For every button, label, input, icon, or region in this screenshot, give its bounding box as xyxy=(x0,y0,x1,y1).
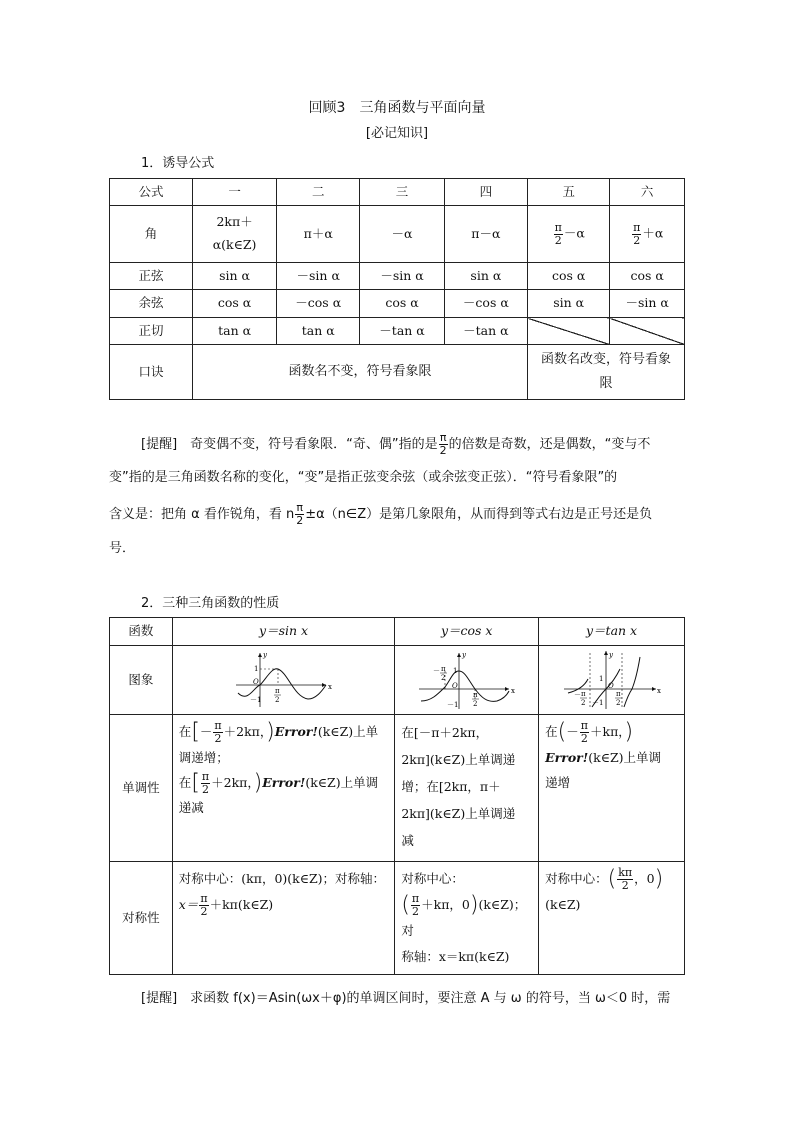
sin-curve xyxy=(238,669,326,699)
fraction-numerator: π xyxy=(201,770,210,783)
tick-one: 1 xyxy=(598,675,604,683)
tip1-line1 xyxy=(109,432,687,458)
table-cell: tan α xyxy=(277,318,360,345)
x-axis-arrow xyxy=(505,687,509,691)
cell-line: 在[－π＋2kπ， xyxy=(401,725,489,740)
row-label: 角 xyxy=(110,206,193,263)
fraction-denominator: 2 xyxy=(439,444,447,457)
table-cell: －tan α xyxy=(444,318,527,345)
tan-graph-cell xyxy=(539,646,685,715)
table-cell: π－α xyxy=(444,206,527,263)
cell-line xyxy=(179,770,389,796)
cell-text: (k∈Z)；对 xyxy=(401,897,527,938)
table-cell: sin α xyxy=(444,263,527,290)
sin-symmetry-cell xyxy=(172,862,395,975)
cell-text: x＝ xyxy=(178,897,199,912)
fraction-denominator: 2 xyxy=(580,732,588,745)
table-cell: cos α xyxy=(193,290,277,318)
header-cell: 一 xyxy=(193,179,277,206)
tip1-line2: 变”指的是三角函数名称的变化，“变”是指正弦变余弦（或余弦变正弦）．“符号看象限”的 xyxy=(109,470,618,485)
tan-graph xyxy=(562,649,662,711)
row-label: 图象 xyxy=(110,646,173,715)
cos-curve xyxy=(421,671,509,701)
table-row-rhyme xyxy=(110,345,685,400)
y-axis-arrow xyxy=(258,653,262,657)
cell-text: － xyxy=(566,724,579,739)
row-label: 正弦 xyxy=(110,263,193,290)
table-header-row xyxy=(110,618,685,646)
empty-diagonal-cell xyxy=(610,318,685,345)
table-cell: π＋α xyxy=(277,206,360,263)
fraction-numerator: π xyxy=(296,501,304,515)
table-row-cos xyxy=(110,290,685,318)
fraction-numerator: π xyxy=(411,892,420,906)
header-cell: y＝cos x xyxy=(395,618,539,646)
origin-label: O xyxy=(451,682,458,690)
fraction-numerator: π xyxy=(580,719,588,733)
tip2-line xyxy=(109,986,687,1012)
bracket: ) xyxy=(469,892,479,918)
row-label: 正切 xyxy=(110,318,193,345)
tick-two: 2 xyxy=(580,699,586,707)
cell-line: 对称中心：(kπ，0)(k∈Z)；对称轴： xyxy=(178,871,386,886)
cell-line: 递减 xyxy=(178,800,204,816)
table-cell: －α xyxy=(360,206,444,263)
header-cell: 三 xyxy=(360,179,444,206)
tick-neg-one: －1 xyxy=(446,701,459,709)
header-cell: 二 xyxy=(277,179,360,206)
cell-text: (k∈Z)上单调 xyxy=(588,749,662,765)
tip-text: 含义是：把角 α 看作锐角，看 n xyxy=(109,507,295,522)
tip1-line3 xyxy=(109,502,687,528)
table-row-sin xyxy=(110,263,685,290)
table-cell xyxy=(528,206,610,263)
fraction-denominator: 2 xyxy=(200,905,208,918)
fraction-numerator: π xyxy=(439,431,447,445)
row-label: 单调性 xyxy=(110,715,173,862)
fraction-numerator: π xyxy=(554,220,562,234)
tick-pi: π xyxy=(472,691,478,699)
tip-text: 的倍数是奇数，还是偶数，“变与不 xyxy=(448,437,651,452)
tan-symmetry-cell xyxy=(539,862,685,975)
cell-text: 在 xyxy=(545,724,558,739)
table-cell: －sin α xyxy=(360,263,444,290)
header-cell: y＝tan x xyxy=(539,618,685,646)
sin-graph xyxy=(234,649,334,711)
fraction xyxy=(554,222,563,246)
table-row-monotonicity xyxy=(110,715,685,862)
header-cell: y＝sin x xyxy=(172,618,395,646)
cell-line: 2kπ](k∈Z)上单调递 xyxy=(401,806,516,821)
cell-text: 对称中心： xyxy=(545,871,608,886)
y-label: y xyxy=(608,651,613,659)
cell-line xyxy=(179,719,389,745)
fraction-numerator: π xyxy=(214,719,222,733)
cell-text: ＋kπ(k∈Z) xyxy=(209,897,274,912)
table-cell xyxy=(610,206,685,263)
tip-tag: [提醒] xyxy=(141,437,178,452)
induction-formula-table xyxy=(109,178,685,400)
table-row-angle xyxy=(110,206,685,263)
row-label: 对称性 xyxy=(110,862,173,975)
x-label: x xyxy=(656,687,661,695)
fraction xyxy=(213,720,222,744)
fraction xyxy=(439,432,448,456)
tick-pi: π xyxy=(440,665,446,673)
sin-graph-cell xyxy=(172,646,395,715)
rhyme-left: 函数名不变，符号看象限 xyxy=(193,345,528,400)
bracket: ) xyxy=(654,866,664,892)
fraction-denominator: 2 xyxy=(554,233,562,247)
table-cell: tan α xyxy=(193,318,277,345)
header-cell: 函数 xyxy=(110,618,173,646)
table-row-tan xyxy=(110,318,685,345)
cell-line: 称轴：x＝kπ(k∈Z) xyxy=(401,949,510,964)
tick-two: 2 xyxy=(615,699,621,707)
cell-line xyxy=(401,892,532,944)
tip-text: 奇变偶不变，符号看象限．“奇、偶”指的是 xyxy=(177,437,438,452)
cos-graph xyxy=(417,649,517,711)
tan-monotonicity-cell xyxy=(539,715,685,862)
table-cell: －sin α xyxy=(277,263,360,290)
bracket: ) xyxy=(266,719,275,745)
cell-line: 对称中心： xyxy=(401,871,464,886)
empty-diagonal-cell xyxy=(528,318,610,345)
row-label: 余弦 xyxy=(110,290,193,318)
fraction-denominator: 2 xyxy=(633,233,641,247)
table-header-row xyxy=(110,179,685,206)
fraction-denominator: 2 xyxy=(296,514,304,527)
origin-label: O xyxy=(607,682,614,690)
cell-line xyxy=(545,745,678,770)
cell-text: －α xyxy=(563,225,585,241)
cell-line xyxy=(545,866,678,892)
x-label: x xyxy=(510,687,515,695)
fraction-numerator: π xyxy=(200,892,208,906)
rhyme-right: 函数名改变，符号看象限 xyxy=(528,345,685,400)
table-cell: sin α xyxy=(528,290,610,318)
bracket: [ xyxy=(191,770,200,796)
origin-label: O xyxy=(252,678,259,686)
cell-line: 调递增； xyxy=(178,749,229,765)
table-cell: －cos α xyxy=(444,290,527,318)
tick-neg-one: －1 xyxy=(591,699,604,707)
bracket: ( xyxy=(401,892,410,918)
x-axis-arrow xyxy=(652,687,656,691)
table-cell: cos α xyxy=(360,290,444,318)
tip1-line4: 号． xyxy=(109,541,136,556)
cell-line: 减 xyxy=(401,833,414,848)
header-cell: 六 xyxy=(610,179,685,206)
cell-text: ＋2kπ， xyxy=(211,774,254,790)
table-cell: cos α xyxy=(528,263,610,290)
sin-monotonicity-cell xyxy=(172,715,395,862)
cell-text: ＋2kπ， xyxy=(223,724,267,739)
tick-pi: π xyxy=(580,690,586,698)
tick-neg: － xyxy=(573,691,581,699)
fraction-numerator: kπ xyxy=(618,866,633,880)
fraction xyxy=(201,771,210,795)
tick-one: 1 xyxy=(253,665,259,673)
cell-text: (k∈Z)上单调 xyxy=(305,774,379,790)
table-cell: －cos α xyxy=(277,290,360,318)
tick-one: 1 xyxy=(452,667,458,675)
row-label: 口诀 xyxy=(110,345,193,400)
cell-line: (k∈Z) xyxy=(545,897,581,912)
fraction xyxy=(617,867,633,891)
y-axis-arrow xyxy=(604,651,608,655)
fraction-denominator: 2 xyxy=(412,905,420,918)
fraction-denominator: 2 xyxy=(621,879,629,892)
header-cell: 四 xyxy=(444,179,527,206)
cell-line xyxy=(545,719,678,745)
fraction xyxy=(199,893,208,917)
tick-neg-one: －1 xyxy=(249,696,262,704)
section2-heading: 2．三种三角函数的性质 xyxy=(141,596,280,611)
tan-branch xyxy=(624,657,640,707)
fraction-denominator: 2 xyxy=(214,732,222,745)
cell-text: ，0 xyxy=(634,871,655,886)
cell-text: 在 xyxy=(178,724,192,739)
table-cell: sin α xyxy=(193,263,277,290)
section1-heading: 1．诱导公式 xyxy=(141,156,215,171)
cell-text: (k∈Z)上单 xyxy=(317,724,379,739)
tick-two: 2 xyxy=(472,700,478,708)
cell-line: α(k∈Z) xyxy=(212,237,257,252)
cell-text: ＋kπ， xyxy=(590,724,625,739)
y-label: y xyxy=(262,651,267,659)
table-row-symmetry xyxy=(110,862,685,975)
error-text: Error! xyxy=(262,774,306,790)
cos-symmetry-cell xyxy=(395,862,539,975)
bracket: [ xyxy=(191,719,200,745)
table-row-graph xyxy=(110,646,685,715)
cell-text: － xyxy=(199,724,213,739)
cell-line: 2kπ＋ xyxy=(216,214,253,230)
header-cell: 公式 xyxy=(110,179,193,206)
cell-text: 在 xyxy=(178,774,192,790)
cell-line: 2kπ](k∈Z)上单调递 xyxy=(401,752,516,767)
cell-text: ＋α xyxy=(642,225,664,241)
tick-neg: － xyxy=(432,667,440,675)
page-title: 回顾3 三角函数与平面向量 xyxy=(308,100,486,116)
table-cell: cos α xyxy=(610,263,685,290)
bracket: ) xyxy=(624,719,634,745)
bracket: ( xyxy=(557,719,567,745)
fraction-numerator: π xyxy=(633,220,641,234)
tip-text: 求函数 f(x)＝Asin(ωx＋φ)的单调区间时，要注意 A 与 ω 的符号，当 ω＜0 时，需 xyxy=(177,991,671,1006)
bracket: ( xyxy=(607,866,617,892)
bracket: ) xyxy=(253,770,263,796)
tick-pi: π xyxy=(274,687,280,695)
cell-text: ＋kπ，0 xyxy=(421,897,470,912)
header-cell: 五 xyxy=(528,179,610,206)
error-text: Error! xyxy=(545,749,589,765)
fraction xyxy=(295,502,304,526)
tick-pi: π xyxy=(615,690,621,698)
y-axis-arrow xyxy=(457,653,461,657)
cell-line: 增；在[2kπ，π＋ xyxy=(401,779,501,794)
cos-monotonicity-cell xyxy=(395,715,539,862)
fraction xyxy=(580,720,589,744)
error-text: Error! xyxy=(274,724,318,739)
trig-properties-table xyxy=(109,617,685,975)
table-cell: －sin α xyxy=(610,290,685,318)
cos-graph-cell xyxy=(395,646,539,715)
fraction-denominator: 2 xyxy=(202,782,210,796)
x-label: x xyxy=(327,683,332,691)
tip-text: ±α（n∈Z）是第几象限角，从而得到等式右边是正号还是负 xyxy=(305,507,653,522)
tick-two: 2 xyxy=(440,674,446,682)
fraction xyxy=(632,222,641,246)
cell-line xyxy=(179,892,389,918)
y-label: y xyxy=(461,651,466,659)
fraction xyxy=(411,893,420,917)
section-tag: [必记知识] xyxy=(365,126,429,141)
table-cell: －tan α xyxy=(360,318,444,345)
tick-two: 2 xyxy=(274,696,280,704)
cell-line: 递增 xyxy=(545,774,571,790)
table-cell xyxy=(193,206,277,263)
tip-tag: [提醒] xyxy=(141,991,178,1006)
